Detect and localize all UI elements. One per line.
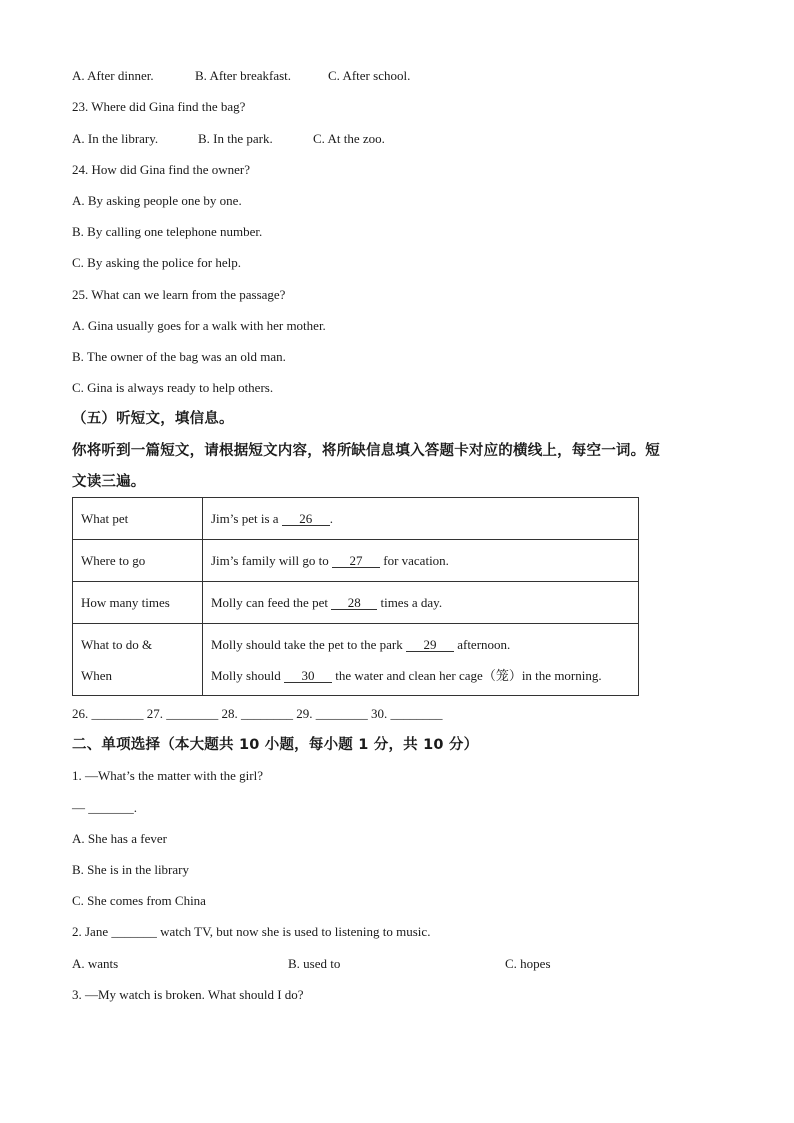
table-row [73, 582, 639, 624]
q25-option-a: A. Gina usually goes for a walk with her mother. [72, 318, 326, 333]
mc2-question: 2. Jane _______ watch TV, but now she is used to listening to music. [72, 924, 431, 939]
blank-29: 29 [406, 638, 454, 652]
table-row [73, 540, 639, 582]
q22-option-c: C. After school. [328, 68, 411, 83]
q22-option-a: A. After dinner. [72, 68, 154, 83]
answer-blanks-line: 26. ________ 27. ________ 28. ________ 29. ________ 30. ________ [72, 706, 443, 721]
mc2-option-c: C. hopes [505, 956, 551, 971]
section-5-instruction-line2: 文读三遍。 [72, 474, 146, 490]
mc3-question: 3. —My watch is broken. What should I do? [72, 987, 304, 1002]
mc1-option-c: C. She comes from China [72, 893, 206, 908]
blank-28: 28 [331, 596, 377, 610]
row-label: Where to go [73, 540, 203, 582]
mc2-option-a: A. wants [72, 956, 119, 971]
q24-option-c: C. By asking the police for help. [72, 255, 241, 270]
row-label: How many times [73, 582, 203, 624]
q24-option-b: B. By calling one telephone number. [72, 224, 263, 239]
row-label: What to do & When [73, 624, 203, 696]
q23-option-a: A. In the library. [72, 131, 159, 146]
row-content: Molly can feed the pet 28 times a day. [203, 582, 639, 624]
q24-option-a: A. By asking people one by one. [72, 193, 242, 208]
section-5-heading: （五）听短文，填信息。 [72, 411, 234, 427]
table-row [73, 624, 639, 696]
blank-27: 27 [332, 554, 380, 568]
section-2-heading: 二、单项选择（本大题共 10 小题，每小题 1 分，共 10 分） [72, 737, 479, 753]
mc1-question: 1. —What’s the matter with the girl? [72, 768, 263, 783]
q23-option-c: C. At the zoo. [313, 131, 385, 146]
mc2-option-b: B. used to [288, 956, 341, 971]
blank-26: 26 [282, 512, 330, 526]
row-content: Jim’s family will go to 27 for vacation. [203, 540, 639, 582]
q23-question: 23. Where did Gina find the bag? [72, 99, 246, 114]
q25-question: 25. What can we learn from the passage? [72, 287, 286, 302]
q22-option-b: B. After breakfast. [195, 68, 292, 83]
row-content: Jim’s pet is a 26 . [203, 498, 639, 540]
q24-question: 24. How did Gina find the owner? [72, 162, 250, 177]
row-content: Molly should take the pet to the park 29 afternoon. Molly should 30 the water and clean her cage（笼）in the morning. [203, 624, 639, 696]
listening-info-table [72, 497, 639, 696]
section-5-instruction-line1: 你将听到一篇短文，请根据短文内容，将所缺信息填入答题卡对应的横线上，每空一词。短 [72, 443, 660, 459]
q25-option-c: C. Gina is always ready to help others. [72, 380, 274, 395]
q25-option-b: B. The owner of the bag was an old man. [72, 349, 286, 364]
row-label: What pet [73, 498, 203, 540]
q23-option-b: B. In the park. [198, 131, 273, 146]
blank-30: 30 [284, 669, 332, 683]
mc1-answer-blank: — _______. [72, 800, 137, 815]
mc1-option-b: B. She is in the library [72, 862, 189, 877]
mc1-option-a: A. She has a fever [72, 831, 167, 846]
table-row [73, 498, 639, 540]
